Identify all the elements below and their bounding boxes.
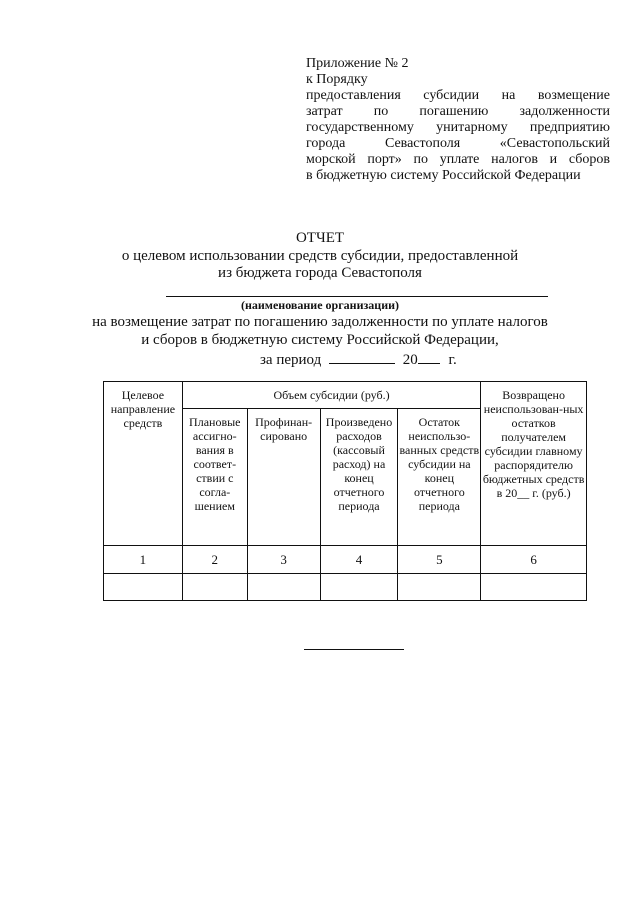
table-row: [104, 574, 587, 601]
header-planned-allocations: Плановые ассигно-вания в соответ-ствии с согла-шением: [182, 409, 247, 546]
table-cell: [320, 574, 398, 601]
table-header-row: [104, 382, 587, 409]
header-returned-remainder: Возвращено неиспользован-ных остатков получателем субсидии главному распорядителю бюджетных средств в 20__ г. (руб.): [481, 382, 587, 546]
header-target-direction: Целевое направление средств: [104, 382, 183, 546]
appendix-number: Приложение № 2: [306, 56, 409, 71]
column-number: 5: [398, 546, 481, 574]
year-blank: [418, 349, 440, 364]
table-cell: [104, 574, 183, 601]
period-prefix: за период: [260, 352, 322, 368]
column-number: 3: [247, 546, 320, 574]
report-subtitle-line: из бюджета города Севастополя: [218, 265, 422, 281]
column-number: 4: [320, 546, 398, 574]
header-subsidy-volume: Объем субсидии (руб.): [182, 382, 480, 409]
appendix-block: [306, 56, 610, 184]
period-year: 20: [402, 352, 418, 368]
column-number-row: [104, 546, 587, 574]
subsidy-report-table: [103, 381, 587, 601]
column-number: 1: [104, 546, 183, 574]
table-cell: [247, 574, 320, 601]
table-cell: [481, 574, 587, 601]
report-period: [260, 349, 457, 369]
appendix-text-line: морской порт» по уплате налогов и сборов: [306, 152, 610, 167]
report-title: ОТЧЕТ: [295, 230, 345, 246]
end-of-document-rule: [304, 649, 404, 650]
appendix-text-line: предоставления субсидии на возмещение: [306, 88, 610, 103]
table-cell: [182, 574, 247, 601]
purpose-line: и сборов в бюджетную систему Российской Федерации,: [141, 332, 499, 348]
purpose-line: на возмещение затрат по погашению задолженности по уплате налогов: [92, 314, 548, 330]
column-number: 6: [481, 546, 587, 574]
table-cell: [398, 574, 481, 601]
appendix-text-line: города Севастополя «Севастопольский: [306, 136, 610, 151]
header-expenses-made: Произведено расходов (кассовый расход) на конец отчетного периода: [320, 409, 398, 546]
appendix-text-line: в бюджетную систему Российской Федерации: [306, 168, 581, 183]
header-unused-balance: Остаток неиспользо-ванных средств субсидии на конец отчетного периода: [398, 409, 481, 546]
organization-caption: (наименование организации): [240, 298, 400, 312]
column-number: 2: [182, 546, 247, 574]
appendix-text-line: государственному унитарному предприятию: [306, 120, 610, 135]
header-financed: Профинан-сировано: [247, 409, 320, 546]
period-blank: [329, 349, 395, 364]
report-subtitle-line: о целевом использовании средств субсидии, предоставленной: [121, 248, 519, 264]
organization-name-blank: [166, 296, 548, 297]
appendix-text-line: затрат по погашению задолженности: [306, 104, 610, 119]
period-suffix: г.: [448, 352, 457, 368]
appendix-reference: к Порядку: [306, 72, 368, 87]
